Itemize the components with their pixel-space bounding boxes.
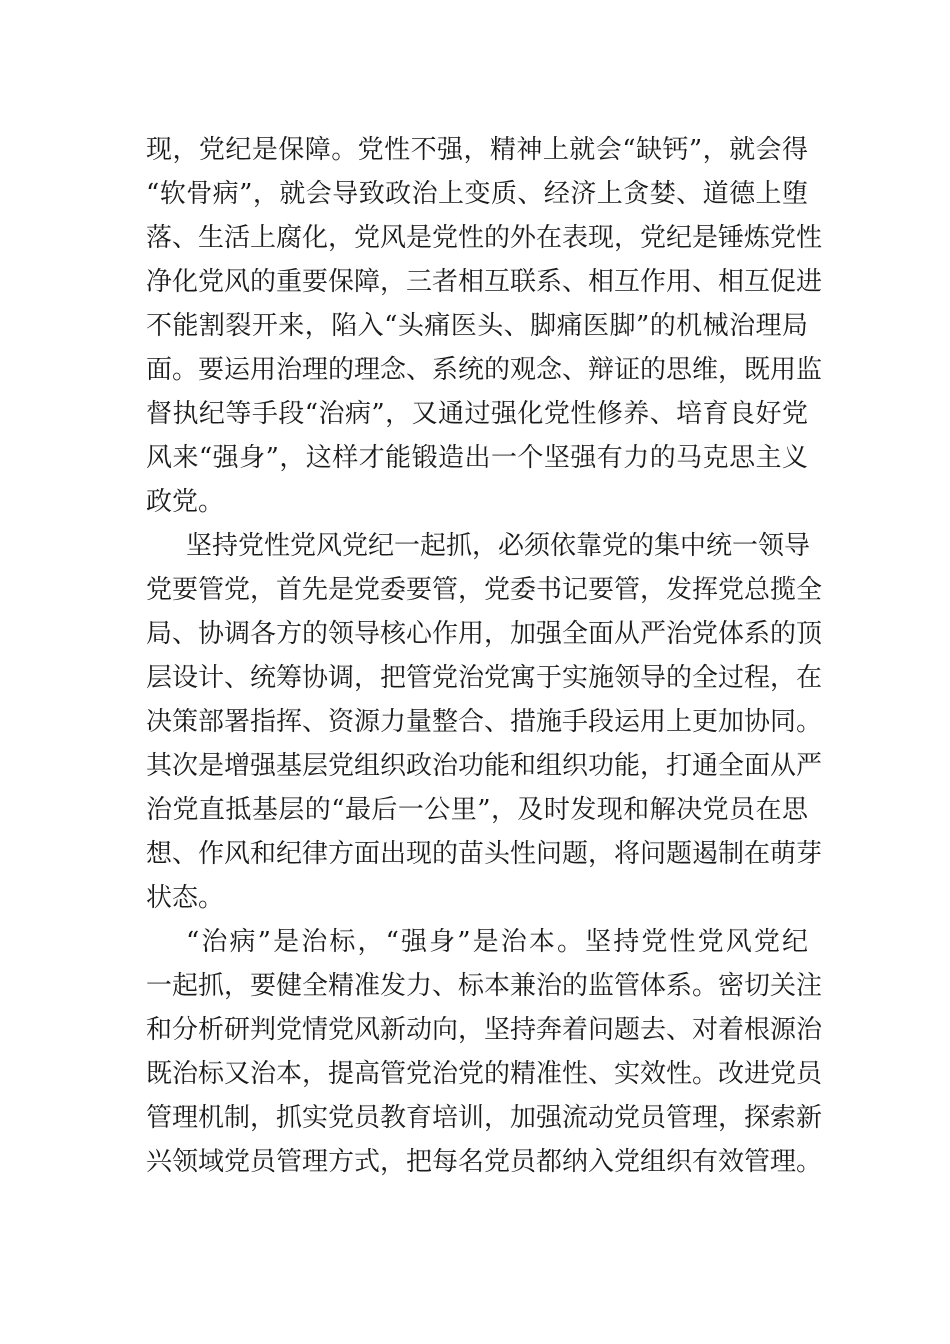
paragraph-3-line: 管理机制，抓实党员教育培训，加强流动党员管理，探索新 xyxy=(146,1103,823,1133)
paragraph-3-line: 一起抓，要健全精准发力、标本兼治的监管体系。密切关注 xyxy=(146,971,823,1001)
paragraph-2-line: 坚持党性党风党纪一起抓，必须依靠党的集中统一领导 xyxy=(186,531,811,561)
paragraph-2-line: 状态。 xyxy=(146,883,225,913)
paragraph-1-line: 督执纪等手段“治病”，又通过强化党性修养、培育良好党 xyxy=(146,399,808,429)
paragraph-3-line: 兴领域党员管理方式，把每名党员都纳入党组织有效管理。 xyxy=(146,1147,823,1177)
paragraph-1-line: 不能割裂开来，陷入“头痛医头、脚痛医脚”的机械治理局 xyxy=(146,311,808,341)
paragraph-3-line: “治病”是治标，“强身”是治本。坚持党性党风党纪 xyxy=(186,927,808,957)
paragraph-2-line: 党要管党，首先是党委要管，党委书记要管，发挥党总揽全 xyxy=(146,575,823,605)
paragraph-1-line: 政党。 xyxy=(146,487,225,517)
body-text xyxy=(146,128,823,1184)
paragraph-3-line: 和分析研判党情党风新动向，坚持奔着问题去、对着根源治 xyxy=(146,1015,823,1045)
paragraph-1-line: 落、生活上腐化，党风是党性的外在表现，党纪是锤炼党性 xyxy=(146,223,823,253)
paragraph-2-line: 治党直抵基层的“最后一公里”，及时发现和解决党员在思 xyxy=(146,795,808,825)
paragraph-1-line: “软骨病”，就会导致政治上变质、经济上贪婪、道德上堕 xyxy=(146,179,808,209)
paragraph-1-line: 风来“强身”，这样才能锻造出一个坚强有力的马克思主义 xyxy=(146,443,808,473)
paragraph-1-line: 面。要运用治理的理念、系统的观念、辩证的思维，既用监 xyxy=(146,355,823,385)
paragraph-1-line: 净化党风的重要保障，三者相互联系、相互作用、相互促进 xyxy=(146,267,823,297)
paragraph-2-line: 层设计、统筹协调，把管党治党寓于实施领导的全过程，在 xyxy=(146,663,823,693)
paragraph-2-line: 局、协调各方的领导核心作用，加强全面从严治党体系的顶 xyxy=(146,619,823,649)
paragraph-3-line: 既治标又治本，提高管党治党的精准性、实效性。改进党员 xyxy=(146,1059,823,1089)
paragraph-1-line: 现，党纪是保障。党性不强，精神上就会“缺钙”，就会得 xyxy=(146,135,808,165)
paragraph-2-line: 想、作风和纪律方面出现的苗头性问题，将问题遏制在萌芽 xyxy=(146,839,823,869)
paragraph-2-line: 决策部署指挥、资源力量整合、措施手段运用上更加协同。 xyxy=(146,707,823,737)
paragraph-2-line: 其次是增强基层党组织政治功能和组织功能，打通全面从严 xyxy=(146,751,823,781)
